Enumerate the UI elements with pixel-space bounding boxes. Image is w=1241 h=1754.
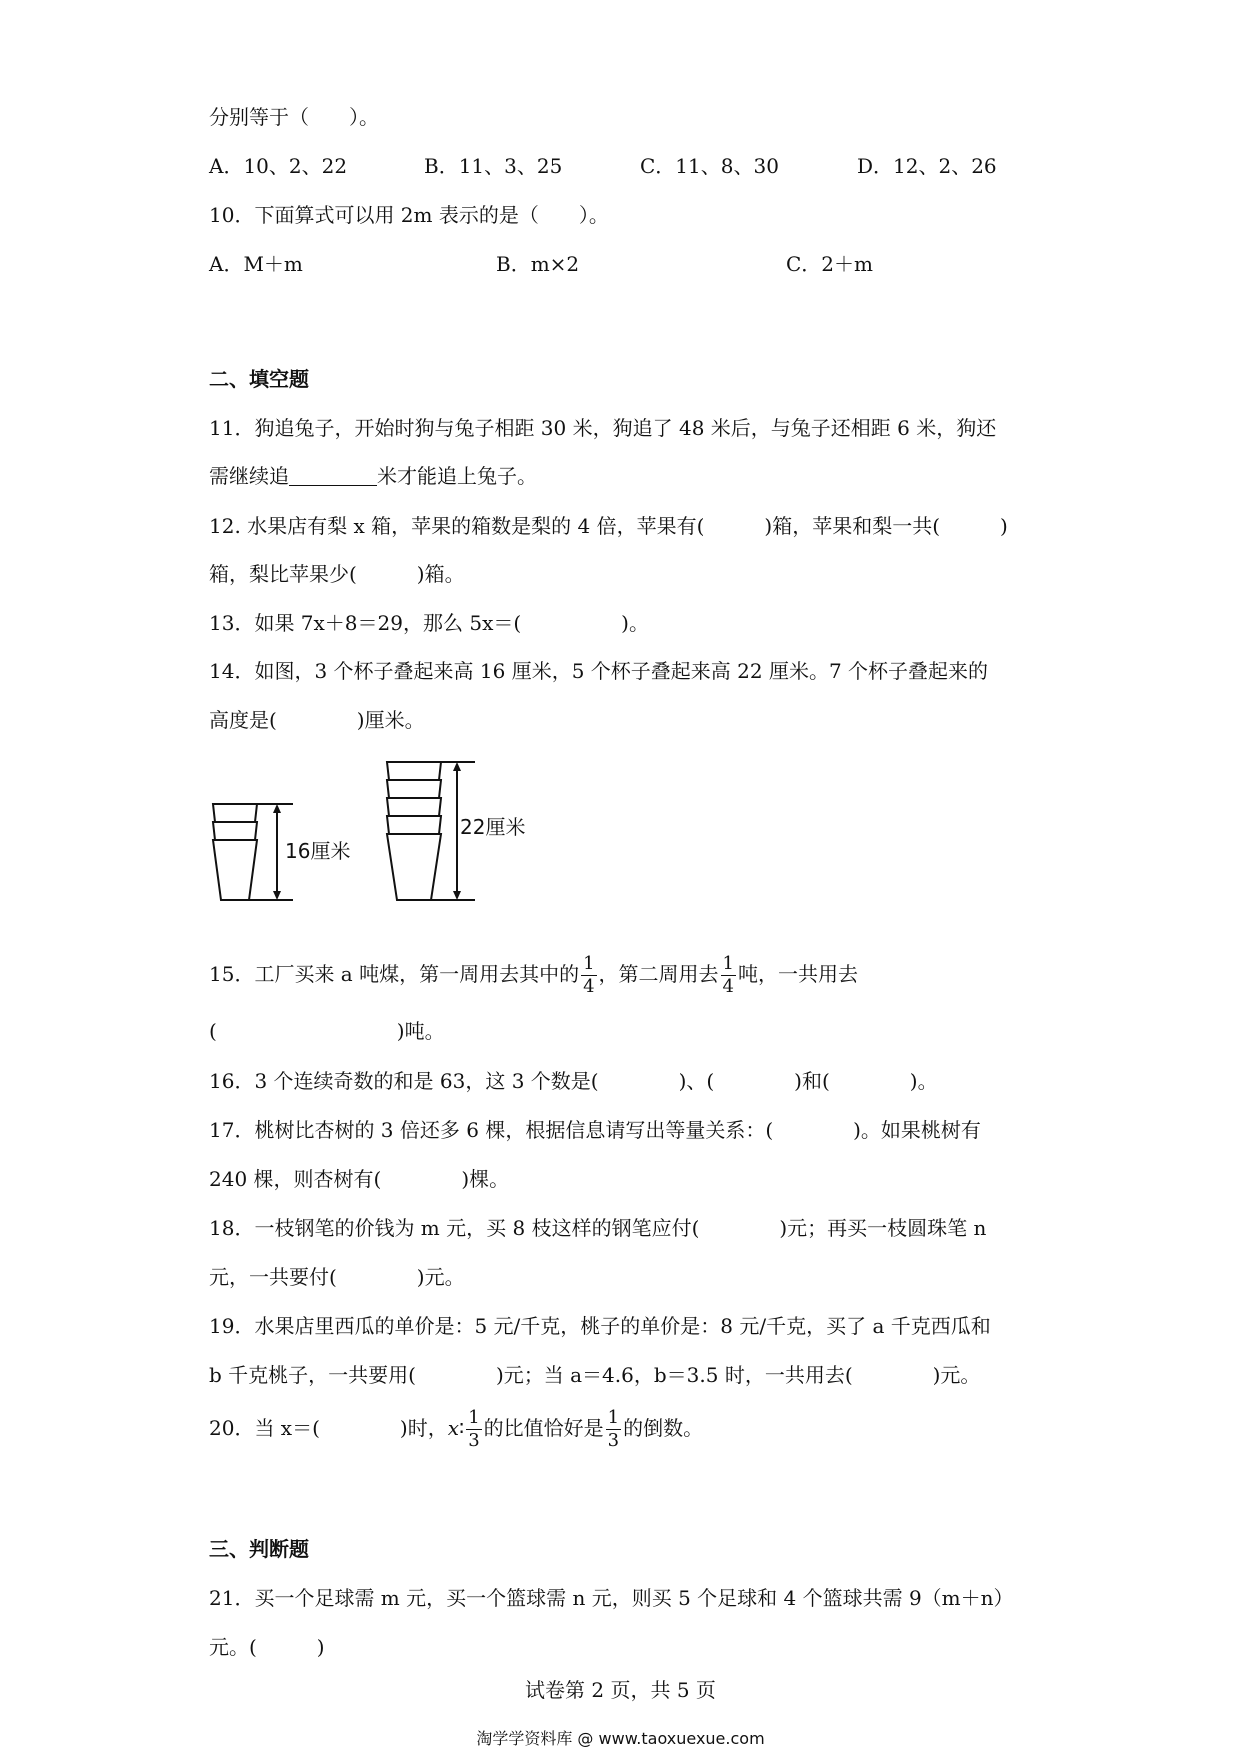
- q11-answer-blank[interactable]: [289, 465, 377, 486]
- q20-colon: ∶: [458, 1416, 465, 1440]
- large-stack-height-label: 22厘米: [460, 815, 526, 839]
- q19-line1: 19．水果店里西瓜的单价是：5 元/千克，桃子的单价是：8 元/千克，买了 a 千克西瓜和: [209, 1314, 991, 1338]
- q18-line1: 18．一枝钢笔的价钱为 m 元，买 8 枝这样的钢笔应付( )元；再买一枝圆珠笔 n: [209, 1216, 987, 1240]
- q15-part-c: 吨，一共用去: [738, 962, 858, 986]
- q19-line2: b 千克桃子，一共要用( )元；当 a＝4.6，b＝3.5 时，一共用去( )元。: [209, 1363, 981, 1387]
- section-2-title: 二、填空题: [209, 367, 309, 391]
- page-footer: 试卷第 2 页，共 5 页: [525, 1678, 716, 1702]
- q12-line1: 12. 水果店有梨 x 箱，苹果的箱数是梨的 4 倍，苹果有( )箱，苹果和梨一共( ): [209, 514, 1008, 538]
- q15-part-a: 15．工厂买来 a 吨煤，第一周用去其中的: [209, 962, 580, 986]
- q20-fraction-1: $\frac{1}{3}$: [468, 1407, 480, 1451]
- cups-figure: [205, 756, 545, 908]
- q10-option-b: B．m×2: [496, 252, 580, 276]
- watermark: 淘学学资料库 @ www.taoxuexue.com: [476, 1729, 765, 1748]
- q11-line2-a: 需继续追: [209, 464, 289, 488]
- q11-line1: 11．狗追兔子，开始时狗与兔子相距 30 米，狗追了 48 米后，与兔子还相距 6 米，狗还: [209, 416, 997, 440]
- q12-line2: 箱，梨比苹果少( )箱。: [209, 562, 465, 586]
- q20-variable: x: [447, 1416, 459, 1440]
- q10-option-c: C．2＋m: [786, 252, 873, 276]
- q16-text: 16．3 个连续奇数的和是 63，这 3 个数是( )、( )和( )。: [209, 1069, 938, 1093]
- small-cup-stack: [213, 804, 293, 900]
- q15-fraction-1: $\frac{1}{4}$: [583, 953, 595, 997]
- q18-line2: 元，一共要付( )元。: [209, 1265, 465, 1289]
- q17-line2: 240 棵，则杏树有( )棵。: [209, 1167, 510, 1191]
- q20-part-c: 的倒数。: [623, 1416, 704, 1440]
- q20-text: [209, 1409, 703, 1450]
- q13-text: 13．如果 7x＋8＝29，那么 5x＝( )。: [209, 611, 649, 635]
- q9-option-b: B．11、3、25: [424, 154, 563, 178]
- q9-option-d: D．12、2、26: [857, 154, 997, 178]
- q10-stem: 10．下面算式可以用 2m 表示的是（ ）。: [209, 203, 609, 227]
- section-3-title: 三、判断题: [209, 1537, 309, 1561]
- q15-part-b: ，第二周用去: [598, 962, 719, 986]
- q20-part-b: 的比值恰好是: [483, 1416, 604, 1440]
- q9-option-a: A．10、2、22: [209, 154, 348, 178]
- q21-line1: 21．买一个足球需 m 元，买一个篮球需 n 元，则买 5 个足球和 4 个篮球共需 9（m＋n）: [209, 1586, 1014, 1610]
- q20-fraction-2: $\frac{1}{3}$: [607, 1407, 620, 1451]
- q21-line2: 元。( ): [209, 1635, 325, 1659]
- q15-fraction-2: $\frac{1}{4}$: [722, 953, 734, 997]
- q15-line1: [209, 955, 858, 996]
- small-stack-height-label: 16厘米: [285, 839, 351, 863]
- q17-line1: 17．桃树比杏树的 3 倍还多 6 棵，根据信息请写出等量关系：( )。如果桃树有: [209, 1118, 981, 1142]
- q20-part-a: 20．当 x＝( )时，: [209, 1416, 448, 1440]
- q11-line2-b: 米才能追上兔子。: [377, 464, 537, 488]
- q11-line2: [209, 462, 537, 490]
- q9-tail: 分别等于（ ）。: [209, 105, 379, 129]
- q15-line2: ( )吨。: [209, 1019, 445, 1043]
- q14-line1: 14．如图，3 个杯子叠起来高 16 厘米，5 个杯子叠起来高 22 厘米。7 个杯子叠起来的: [209, 659, 989, 683]
- q9-option-c: C．11、8、30: [640, 154, 779, 178]
- q10-option-a: A．M＋m: [209, 252, 303, 276]
- q14-line2: 高度是( )厘米。: [209, 708, 425, 732]
